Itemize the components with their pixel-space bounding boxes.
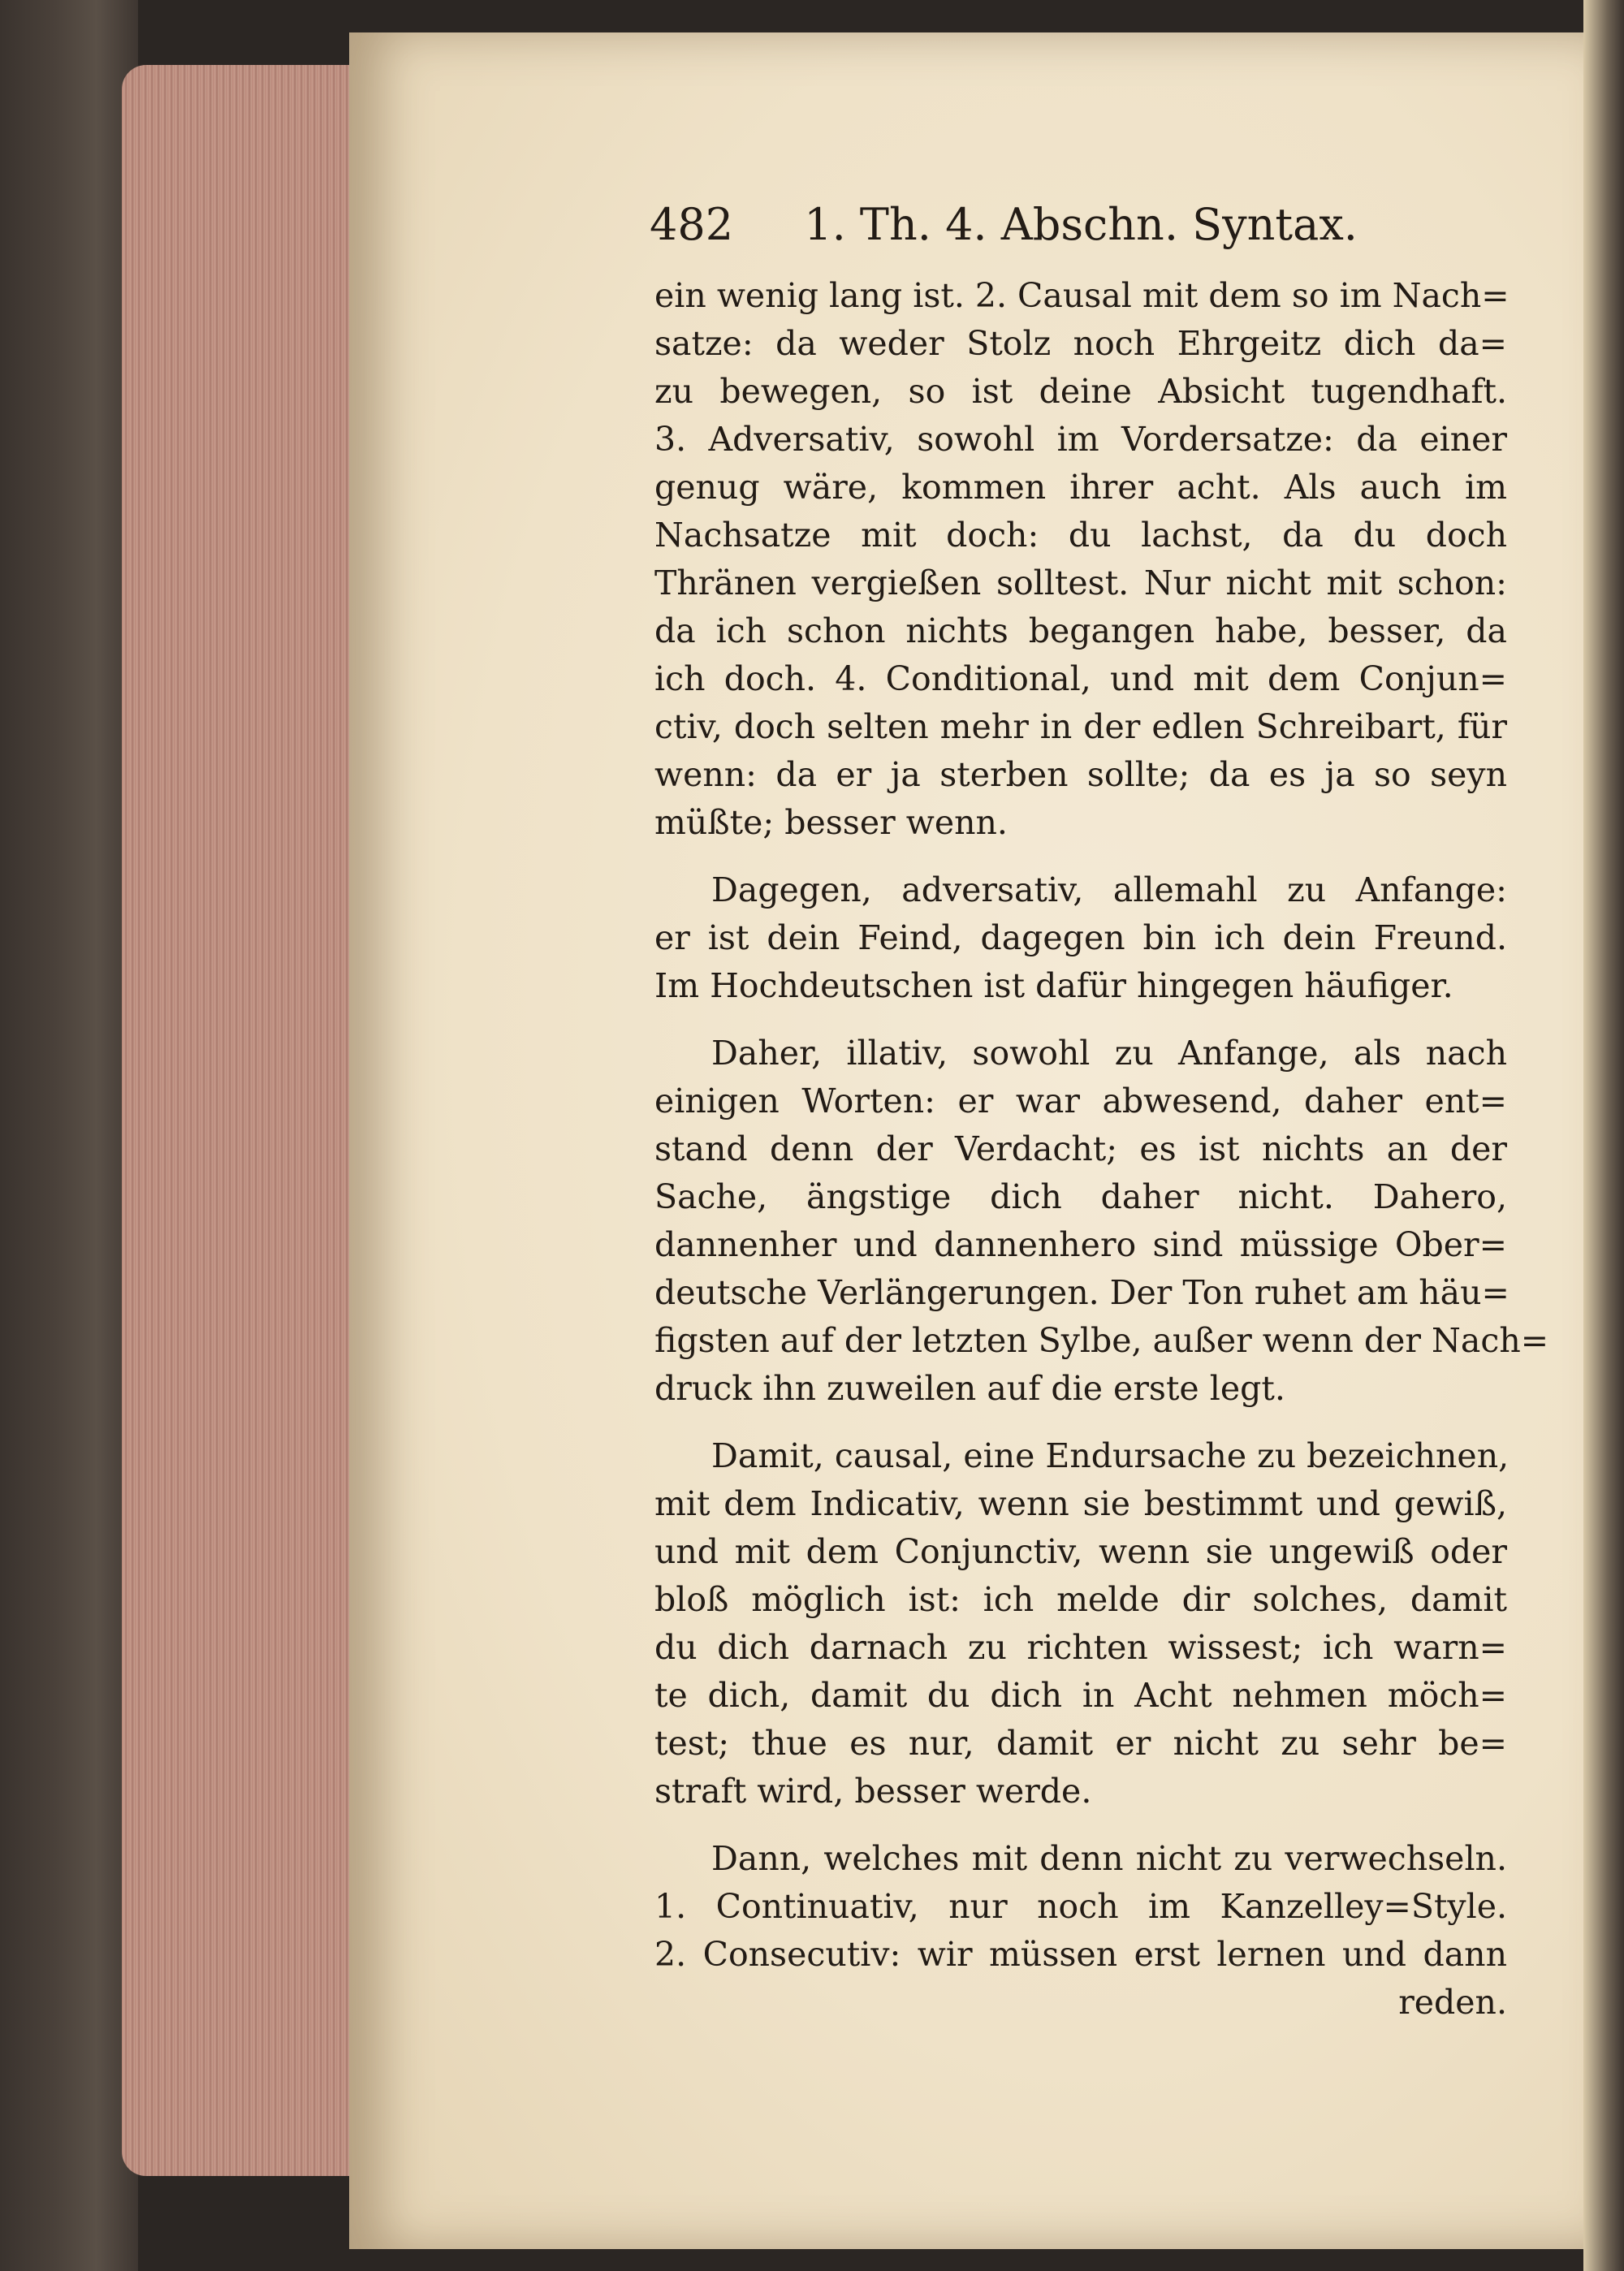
text-line: 2. Consecutiv: wir müssen erst lernen und dann	[654, 1935, 1507, 1974]
paragraph-start-dagegen: Dagegen, adversativ, allemahl zu Anfange:	[711, 870, 1507, 909]
text-line: 1. Continuativ, nur noch im Kanzelley=Style.	[654, 1887, 1507, 1926]
text-line: reden.	[1398, 1983, 1507, 2022]
text-line: te dich, damit du dich in Acht nehmen möch=	[654, 1676, 1507, 1715]
body-text	[654, 272, 1549, 2027]
text-line: deutsche Verlängerungen. Der Ton ruhet am häu=	[654, 1273, 1510, 1312]
text-line: müßte; besser wenn.	[654, 803, 1008, 842]
text-line: er ist dein Feind, dagegen bin ich dein Freund.	[654, 918, 1507, 957]
paragraph-start-dann: Dann, welches mit denn nicht zu verwechseln.	[711, 1839, 1507, 1878]
text-line: Thränen vergießen solltest. Nur nicht mit schon:	[654, 563, 1507, 602]
text-line: ctiv, doch selten mehr in der edlen Schreibart, für	[654, 707, 1507, 746]
text-line: ich doch. 4. Conditional, und mit dem Conjun=	[654, 659, 1507, 698]
text-line: figsten auf der letzten Sylbe, außer wenn der Nach=	[654, 1321, 1549, 1360]
text-line: druck ihn zuweilen auf die erste legt.	[654, 1369, 1285, 1408]
text-line: straft wird, besser werde.	[654, 1772, 1092, 1811]
text-line: da ich schon nichts begangen habe, besser, da	[654, 611, 1507, 650]
text-line: ein wenig lang ist. 2. Causal mit dem so im Nach=	[654, 276, 1510, 315]
paragraph-start-daher: Daher, illativ, sowohl zu Anfange, als nach	[711, 1034, 1507, 1073]
text-line: genug wäre, kommen ihrer acht. Als auch im	[654, 468, 1507, 507]
text-line: du dich darnach zu richten wissest; ich warn=	[654, 1628, 1507, 1667]
text-line: wenn: da er ja sterben sollte; da es ja so seyn	[654, 755, 1507, 794]
page-header	[650, 199, 1543, 264]
text-line: einigen Worten: er war abwesend, daher ent=	[654, 1082, 1507, 1120]
text-line: Nachsatze mit doch: du lachst, da du doch	[654, 516, 1507, 555]
text-line: zu bewegen, so ist deine Absicht tugendhaft.	[654, 372, 1507, 411]
text-line: stand denn der Verdacht; es ist nichts an der	[654, 1129, 1507, 1168]
text-line: bloß möglich ist: ich melde dir solches, damit	[654, 1580, 1507, 1619]
text-line: und mit dem Conjunctiv, wenn sie ungewiß oder	[654, 1532, 1507, 1571]
text-line: 3. Adversativ, sowohl im Vordersatze: da einer	[654, 420, 1507, 459]
text-line: Im Hochdeutschen ist dafür hingegen häufiger.	[654, 966, 1453, 1005]
text-line: Sache, ängstige dich daher nicht. Dahero,	[654, 1177, 1507, 1216]
book-cover-left	[0, 0, 138, 2271]
page-number: 482	[650, 199, 734, 250]
running-title: 1. Th. 4. Abschn. Syntax.	[804, 199, 1358, 250]
text-line: mit dem Indicativ, wenn sie bestimmt und gewiß,	[654, 1484, 1507, 1523]
facing-page-edge	[1583, 0, 1624, 2271]
text-line: test; thue es nur, damit er nicht zu sehr be=	[654, 1724, 1507, 1763]
text-line: dannenher und dannenhero sind müssige Ober=	[654, 1225, 1507, 1264]
page-edges	[122, 65, 365, 2176]
paragraph-start-damit: Damit, causal, eine Endursache zu bezeichnen,	[711, 1436, 1510, 1475]
text-line: satze: da weder Stolz noch Ehrgeitz dich da=	[654, 324, 1507, 363]
